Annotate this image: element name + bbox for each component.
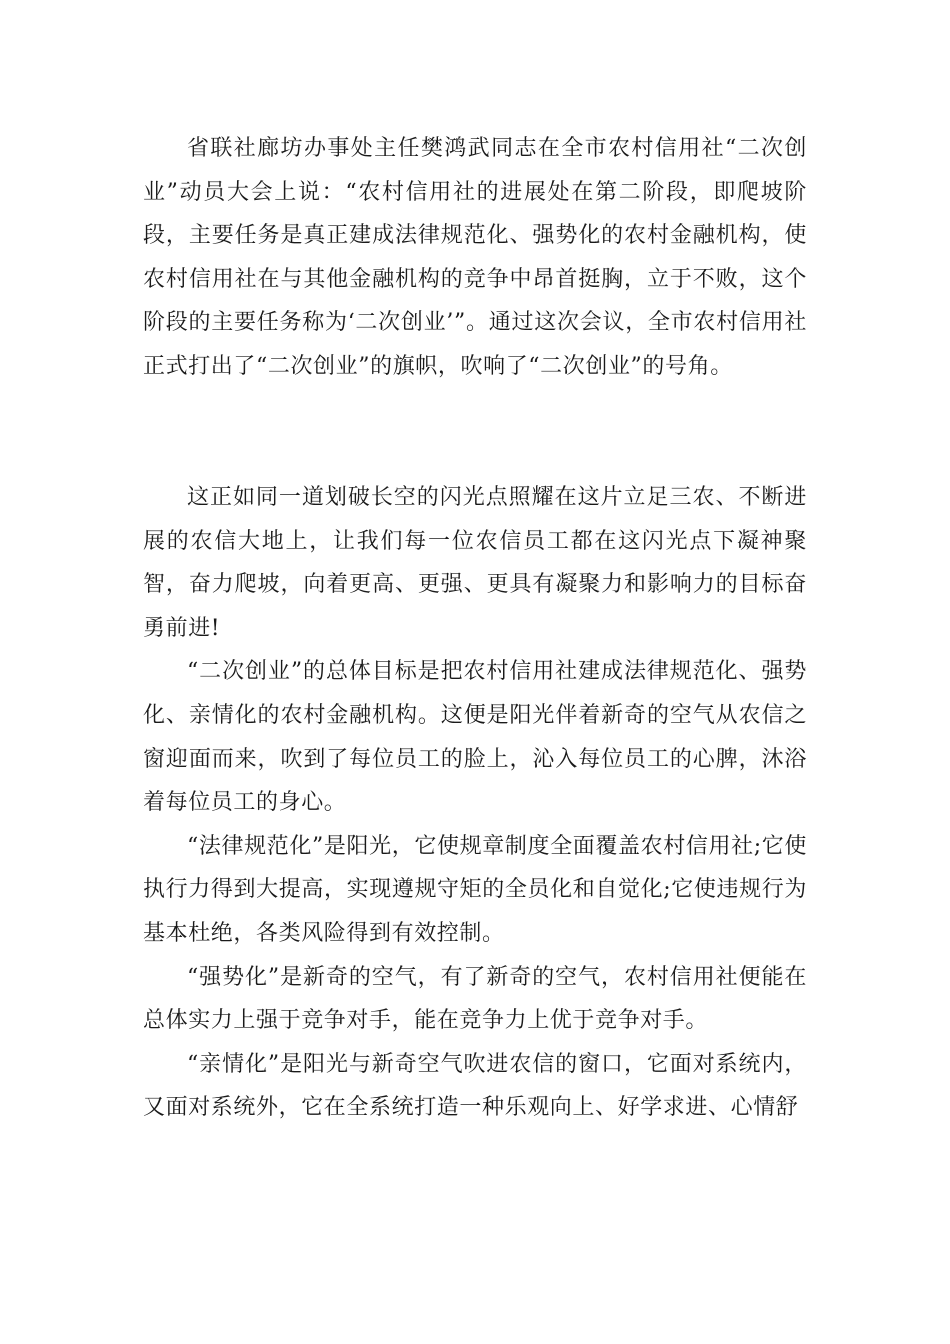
paragraph: “二次创业”的总体目标是把农村信用社建成法律规范化、强势化、亲情化的农村金融机构。这便是阳光伴着新奇的空气从农信之窗迎面而来，吹到了每位员工的脸上，沁入每位员工的心脾，沐浴着每位员工的身心。 [143,659,807,816]
paragraph: 这正如同一道划破长空的闪光点照耀在这片立足三农、不断进展的农信大地上，让我们每一位农信员工都在这闪光点下凝神聚智，奋力爬坡，向着更高、更强、更具有凝聚力和影响力的目标奋勇前进! [143,485,807,641]
text-block-top [143,127,807,389]
paragraph: “法律规范化”是阳光，它使规章制度全面覆盖农村信用社;它使执行力得到大提高，实现遵规守矩的全员化和自觉化;它使违规行为基本杜绝，各类风险得到有效控制。 [143,833,807,946]
text-block-bottom [143,476,807,1130]
paragraph: 省联社廊坊办事处主任樊鸿武同志在全市农村信用社“二次创业”动员大会上说：“农村信用社的进展处在第二阶段，即爬坡阶段，主要任务是真正建成法律规范化、强势化的农村金融机构，使农村信用社在与其他金融机构的竞争中昂首挺胸，立于不败，这个阶段的主要任务称为‘二次创业’”。通过这次会议，全市农村信用社正式打出了“二次创业”的旗帜，吹响了“二次创业”的号角。 [143,136,807,379]
paragraph: “亲情化”是阳光与新奇空气吹进农信的窗口，它面对系统内，又面对系统外，它在全系统打造一种乐观向上、好学求进、心情舒 [143,1051,807,1121]
paragraph: “强势化”是新奇的空气，有了新奇的空气，农村信用社便能在总体实力上强于竞争对手，能在竞争力上优于竞争对手。 [143,964,807,1034]
